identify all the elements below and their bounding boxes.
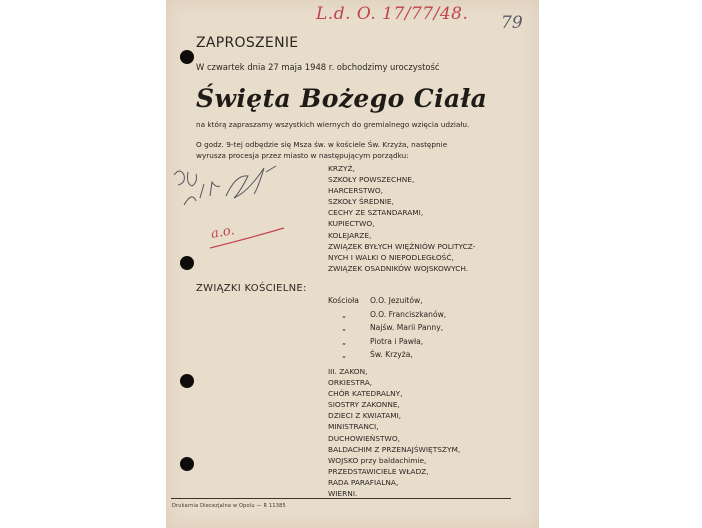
list-item: ORKIESTRA, [328, 378, 373, 388]
list-item: III. ZAKON, [328, 367, 368, 376]
list-item: RADA PARAFIALNA, [328, 477, 399, 487]
ditto-mark: „ [342, 336, 346, 346]
handwritten-reference-number: L.d. O. 17/77/48. [316, 4, 469, 24]
time-line-2: wyrusza procesja przez miasto w następującym porządku: [196, 151, 409, 160]
list-item: DUCHOWIEŃSTWO, [328, 433, 401, 443]
list-item: KOLEJARZE, [328, 230, 372, 240]
church-prefix: Kościoła [328, 296, 359, 305]
list-item: DZIECI Z KWIATAMI, [328, 411, 402, 421]
list-item [328, 335, 424, 349]
list-item: PRZEDSTAWICIELE WŁADZ, [328, 466, 429, 476]
list-item: KRZYŻ, [328, 164, 355, 173]
list-item: MINISTRANCI, [328, 422, 379, 432]
invitation-line: na którą zapraszamy wszystkich wiernych do gremialnego wzięcia udziału. [196, 120, 470, 129]
intro-line: W czwartek dnia 27 maja 1948 r. obchodzimy uroczystość [196, 62, 440, 72]
church-name: Piotra i Pawła, [370, 336, 424, 346]
list-item: KUPIECTWO, [328, 219, 375, 229]
list-item: SZKOŁY ŚREDNIE, [328, 197, 394, 207]
ditto-mark: „ [342, 309, 346, 319]
document-title: ZAPROSZENIE [196, 35, 299, 51]
list-item: ZWIĄZEK BYŁYCH WIĘŹNIÓW POLITYCZ- [328, 241, 476, 251]
list-item: CHÓR KATEDRALNY, [328, 389, 403, 399]
church-name: O.O. Jezuitów, [370, 296, 423, 305]
list-item [328, 348, 413, 362]
ditto-mark: „ [342, 350, 346, 360]
handwritten-page-number: 79 [501, 13, 523, 33]
list-item: NYCH I WALKI O NIEPODLEGŁOŚĆ, [328, 252, 454, 262]
list-item: ZWIĄZEK OSADNIKÓW WOJSKOWYCH. [328, 263, 469, 273]
church-associations-list [328, 294, 447, 362]
feast-heading: Święta Bożego Ciała [196, 84, 488, 113]
printer-footer: Drukarnia Diecezjalna w Opolu — R 11385 [172, 503, 286, 509]
church-name: Najśw. Marii Panny, [370, 323, 444, 333]
footer-divider [171, 498, 511, 499]
list-item: HARCERSTWO, [328, 186, 384, 196]
church-name: O.O. Franciszkanów, [370, 309, 447, 319]
document-page [166, 0, 539, 528]
list-item: SZKOŁY POWSZECHNE, [328, 175, 415, 185]
list-item [328, 294, 423, 308]
procession-order-list-continued [328, 366, 460, 499]
list-item: WOJSKO przy baldachimie, [328, 455, 427, 465]
list-item: BALDACHIM Z PRZENAJŚWIĘTSZYM, [328, 444, 461, 454]
list-item: WIERNI. [328, 489, 358, 499]
church-name: Św. Krzyża, [370, 350, 413, 360]
list-item [328, 308, 447, 322]
ditto-mark: „ [342, 323, 346, 333]
list-item [328, 321, 444, 335]
section-heading: ZWIĄZKI KOŚCIELNE: [196, 283, 307, 294]
list-item: CECHY ZE SZTANDARAMI, [328, 208, 424, 218]
list-item: SIOSTRY ZAKONNE, [328, 400, 400, 410]
time-line-1: O godz. 9-tej odbędzie się Msza św. w kościele Św. Krzyża, następnie [196, 140, 448, 149]
procession-order-list [328, 163, 475, 274]
handwritten-initials: a.o. [209, 223, 236, 242]
